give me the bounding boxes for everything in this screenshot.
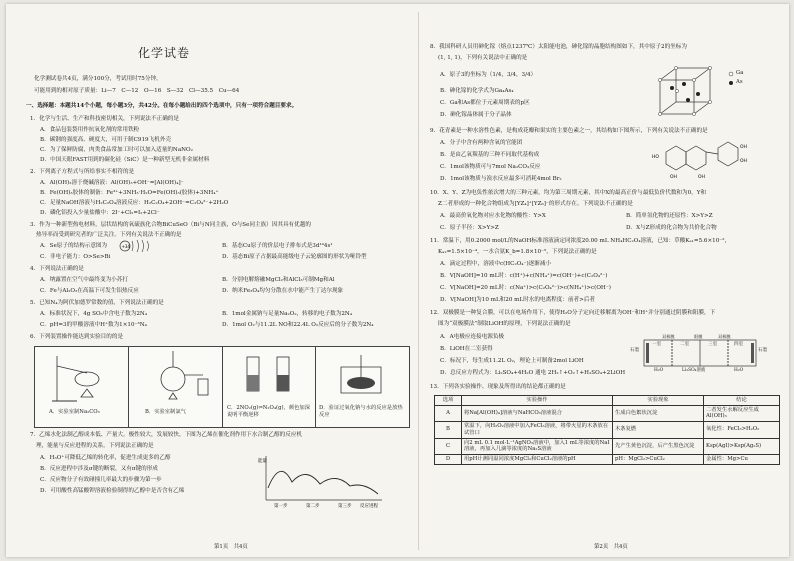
q13-header-row	[435, 396, 780, 406]
q13-cell: C	[435, 438, 462, 454]
q13-cell: 生成白色絮状沉淀	[613, 405, 704, 421]
svg-text:OH: OH	[670, 175, 677, 180]
q13-cell: 金属性：Mg>Cu	[704, 454, 780, 464]
flask-apparatus-icon	[143, 349, 213, 405]
q7-option-c: C．反应物分子有效碰撞几率最大的步骤为第一步	[40, 477, 162, 483]
q11-stem-2: Kₐ₂=1.5×10⁻⁴，一水合氨K_b=1.8×10⁻⁵，下列说法正确的是	[438, 249, 597, 255]
q7-option-d: D．可用酸性高锰酸钾溶液检验制得的乙醇中是否含有乙烯	[40, 488, 185, 494]
table-row	[435, 405, 780, 421]
intro-line-2: 可能用到的相对原子质量：Li—7 C—12 O—16 S—32 Cl—35.5 Cu—64	[34, 88, 240, 94]
svg-text:OH: OH	[740, 145, 747, 150]
q10-stem-2: Z二者形成的一种化合物组成为[YZ₄]⁺[YZ₆]⁻的形式存在。下列说法不正确的是	[438, 201, 633, 207]
q7-option-b: B．反应进程中涉及σ键的断裂，又有π键的形成	[40, 466, 158, 472]
q13-table	[434, 395, 780, 465]
q1-option-c: C．为了保鲜防腐，肉类食品常加工时可以加入适量的NaNO₂	[40, 147, 193, 153]
q10-option-d: D．X与Z形成的化合物为共价化合物	[626, 225, 717, 231]
q6-option-d: D．验证过氧化钠与水的反应是放热反应	[319, 405, 403, 418]
q3-stem-1: 3．作为一种新型热电材料，层状结构的氧硫族化合物BiCuSeO（Bi与N同主族，O与Se同主族）因其具有优越的	[30, 222, 311, 228]
svg-text:HO: HO	[652, 155, 659, 160]
q2-option-d: D．磷化铝投入少量盐酸中：2I⁻+Cl₂=I₂+2Cl⁻	[40, 210, 160, 216]
legend-ga-label: Ga	[736, 70, 744, 76]
q11-option-a: A．滴定过程中，溶液中c(HC₂O₄⁻)逐渐减小	[440, 261, 552, 267]
q13-cell: B	[435, 422, 462, 438]
q13-cell: 氧化性：FeCl₃>H₂O₂	[704, 422, 780, 438]
q12-option-c: C．标况下，每生成11.2L O₂，理论上可制备2mol LiOH	[440, 358, 584, 364]
q12-room-1: 一室	[652, 342, 662, 347]
q6-apparatus-panel	[34, 346, 410, 428]
q4-option-a: A．纳露置在空气中最终变为小苏打	[40, 277, 128, 283]
q9-option-a: A．分子中含有两种含氧的官能团	[440, 140, 523, 146]
q12-bottom-3: H₂O	[734, 368, 744, 373]
intro-line-1: 化学测试卷共4页，满分100分，考试用时75分钟。	[34, 76, 162, 82]
q13-header-phenomenon: 实验现象	[613, 396, 704, 406]
q13-header-option: 选项	[435, 396, 462, 406]
q13-cell: 将Na[Al(OH)₄]溶液与NaHCO₃溶液混合	[462, 405, 613, 421]
q1-option-a: A．食品包装袋用作抗氧化剂的常用铁粉	[40, 127, 140, 133]
q2-option-a: A．Al(OH)₃溶于烧碱溶液：Al(OH)₃+OH⁻=[Al(OH)₄]⁻	[40, 180, 184, 186]
exam-sheet	[6, 4, 789, 557]
q11-option-c: C．V[NaOH]=20 mL时：c(Na⁺)>c(C₂O₄²⁻)>c(NH₄⁺)>c(OH⁻)	[440, 285, 611, 291]
tube-apparatus-icon	[235, 351, 305, 397]
beaker-apparatus-icon	[331, 353, 401, 399]
crystal-legend-icon	[728, 70, 736, 90]
q9-stem-1: 9．花青素是一种水溶性色素，是构成花瓣和果实的主要色素之一，其结构如下图所示，下列有关说法不正确的是	[430, 128, 708, 134]
heating-apparatus-icon	[47, 351, 117, 405]
q12-room-3: 三室	[708, 342, 718, 347]
q12-film-2: 阳膜	[694, 334, 703, 339]
q1-stem: 1．化学与生活、生产和科技密切相关，下列说法不正确的是	[30, 116, 179, 122]
anthocyanin-structure-icon	[648, 138, 758, 182]
q1-option-d: D．中国天眼FAST用到的碳化硅（SiC）是一种新型无机非金属材料	[40, 157, 210, 163]
q10-option-b: B．简单氢化物的还原性：X>Y>Z	[626, 213, 713, 219]
q13-header-conclusion: 结论	[704, 396, 780, 406]
q12-film-3: 双极膜	[718, 334, 731, 339]
q13-cell: D	[435, 454, 462, 464]
q10-stem-1: 10．X、Y、Z为电负性依次增大的三种元素，均为第三周期元素，其中X的最高正价与最低负价代数和为0，Y和	[430, 190, 707, 196]
q5-option-a: A．标准状况下，4g SO₃中含电子数为2N₄	[40, 311, 148, 317]
q11-option-d: D．V[NaOH]为10 mL和20 mL时水的电离程度：前者>后者	[440, 297, 596, 303]
q6-stem: 6．下列装置操作能达到实验目的的是	[30, 334, 124, 340]
q13-cell: 用pH计测同温同浓度MgCl₂和CuCl₂溶液的pH	[462, 454, 613, 464]
q4-option-d: D．纳米Fe₃O₄均匀分散在水中能产生丁达尔现象	[222, 288, 344, 294]
q12-right-electrode-label: 石墨	[758, 348, 768, 353]
q13-stem: 13．下列各实验操作、现象及所得出的结论都正确的是	[430, 384, 566, 390]
q9-option-b: B．是由乙氧羰基的三种不同取代基构成	[440, 152, 540, 158]
q13-cell: 二者发生水解反应生成Al(OH)₃	[704, 405, 780, 421]
footer-page-2: 第2页 共4页	[594, 543, 628, 550]
q13-cell: pH：MgCl₂>CuCl₂	[613, 454, 704, 464]
q7-chart-step-2: 第二步	[306, 504, 320, 509]
footer-page-1: 第1页 共4页	[214, 543, 248, 550]
svg-text:OH: OH	[740, 159, 747, 164]
q7-chart-step-3: 第三步	[338, 504, 352, 509]
q5-option-c: C．pH=3的甲酸溶液中H⁺数为1×10⁻³N₄	[40, 322, 147, 328]
q7-stem-2: 理，能量与反应进程的关系。下列说法正确的是	[36, 443, 154, 449]
q12-bottom-1: H₂O	[654, 368, 664, 373]
section-heading: 一、选择题：本题共14个小题，每小题3分，共42分。在每小题给出的四个选项中，只有一项符合题目要求。	[26, 103, 298, 109]
table-row	[435, 454, 780, 464]
q6-option-a: A．实验室制Na₂CO₃	[49, 409, 100, 415]
q12-stem-1: 12．双极膜是一种复合膜，可以在电场作用下，使得H₂O分子定向迁移解离为OH⁻和H⁺并分别通过阴膜和阳膜，下	[430, 310, 716, 316]
q8-stem-2: (1, 1, 1)，下列有关说法中正确的是	[438, 55, 528, 61]
q9-option-c: C．1mol该物质可与7mol Na₂CO₃反应	[440, 164, 541, 170]
q10-option-c: C．原子半径：X>Y>Z	[440, 225, 499, 231]
svg-text:OH: OH	[698, 175, 705, 180]
q4-option-b: B．分别电解熔融MgCl₂和AlCl₃可制Mg和Al	[222, 277, 335, 283]
q7-option-a: A．H₃O⁺可降低乙烯的转化率，促进生成更多的乙醇	[40, 455, 171, 461]
q13-cell: 常温下，向H₂O₂溶液中加入FeCl₃溶液，将带火星的木条放在试管口	[462, 422, 613, 438]
q12-room-2: 二室	[680, 342, 690, 347]
q8-option-d: D．砷化镓晶体属于分子晶体	[440, 112, 512, 118]
q6-option-b: B．实验室制氯气	[145, 409, 186, 415]
q1-option-b: B．碳钢的强度高、硬度大，可用于制C919飞机外壳	[40, 137, 171, 143]
q8-option-c: C．Ga和As都位于元素周期表的p区	[440, 100, 530, 106]
q2-option-b: B．Fe(OH)₃胶体的制备：Fe³⁺+3NH₃·H₂O=Fe(OH)₃(胶体)+3NH₄⁺	[40, 190, 219, 196]
q7-chart-step-1: 第一步	[274, 504, 288, 509]
q13-cell: 先产生黄色沉淀，后产生黑色沉淀	[613, 438, 704, 454]
page-title: 化学试卷	[138, 46, 191, 60]
column-divider	[418, 12, 419, 550]
q3-option-a: A．Se原子的结构示意图为	[40, 243, 108, 249]
table-row	[435, 438, 780, 454]
q12-room-4: 四室	[734, 342, 744, 347]
q8-option-b: B．砷化镓的化学式为Ga₄As₄	[440, 88, 514, 94]
q12-stem-2: 图为“双极膜法”制取LiOH的原理，下列说法正确的是	[438, 321, 571, 327]
legend-as-label: As	[736, 79, 743, 85]
q5-stem: 5．已知N₄为阿伏加德罗常数的值，下列说法正确的是	[30, 300, 164, 306]
q4-option-c: C．Fe与Al₂O₃在高温下可发生铝热反应	[40, 288, 139, 294]
q12-option-a: A．A电极应连接电源负极	[440, 334, 505, 340]
q8-option-a: A．原子3的坐标为（1/4，3/4，3/4）	[440, 72, 537, 78]
q7-energy-profile	[256, 452, 386, 510]
page-2	[430, 4, 784, 557]
q8-stem-1: 8．我国科研人员用砷化镓（熔点1237℃）太阳能电池，砷化镓的晶胞结构图如下，其中原子2的坐标为	[430, 44, 687, 50]
q9-option-d: D．1mol该物质与溴水反应最多可消耗4mol Br₂	[440, 176, 562, 182]
crystal-cell-icon	[654, 64, 724, 120]
q4-stem: 4．下列说法正确的是	[30, 266, 84, 272]
q7-stem-1: 7．乙烯水化法制乙醇成本低、产量大。极性较大，发展较快，下图为乙烯在催化剂作用下水合制乙醇的反应机	[30, 432, 303, 438]
q2-stem: 2．下列离子方程式与所给事实不相符的是	[30, 169, 135, 175]
q12-film-1: 双极膜	[662, 334, 675, 339]
q13-cell: Ksp(AgI)>Ksp(Ag₂S)	[704, 438, 780, 454]
table-row	[435, 422, 780, 438]
q7-chart-ylabel: 能量	[258, 459, 267, 464]
q13-cell: 木条复燃	[613, 422, 704, 438]
q13-header-operation: 实验操作	[462, 396, 613, 406]
q3-stem-2: 热导率而受到研究者的广泛关注。下列有关说法不正确的是	[36, 232, 182, 238]
q5-option-b: B．1mol金属钠与足量Na₂O₂，转移的电子数为2N₄	[222, 311, 353, 317]
q3-option-c: C．非电子能力：O>Se>Bi	[40, 254, 111, 260]
q13-cell: A	[435, 405, 462, 421]
q12-bottom-2: Li₂SO₄溶液	[682, 368, 706, 373]
q12-option-b: B．LiOH在二室获得	[440, 346, 493, 352]
q6-option-c: C．2NO₂(g)⇌N₂O₄(g)，颜色加深说明平衡逆移	[227, 405, 311, 418]
q12-left-electrode-label: 石墨	[630, 348, 640, 353]
q2-option-c: C．足量NaOH溶液与H₂C₂O₄溶液反应：H₂C₂O₄+2OH⁻=C₂O₄²⁻+2H₂O	[40, 200, 229, 206]
se-atom-structure-icon	[118, 239, 152, 253]
q5-option-d: D．1mol O₂与11.2L NO和22.4L O₂反应后的分子数为2N₄	[222, 322, 374, 328]
page-1	[26, 4, 411, 557]
q3-option-d: D．基态Bi原子占据最高能级电子云轮廓图的形状为哑铃型	[222, 254, 367, 260]
q3-option-b: B．基态Cu原子的价层电子排布式是3d¹⁰4s¹	[222, 243, 333, 249]
svg-text:+34: +34	[121, 244, 130, 249]
q11-option-b: B．V[NaOH]=10 mL时：c(H⁺)+c(NH₄⁺)=c(OH⁻)+c(C₂O₄²⁻)	[440, 273, 608, 279]
q7-chart-xlabel: 反应进程	[360, 504, 378, 509]
q12-electrolysis-diagram	[630, 334, 770, 378]
q10-option-a: A．最高价氧化物对应水化物的酸性：Y>X	[440, 213, 546, 219]
q12-option-d: D．总反应方程式为：Li₂SO₄+4H₂O 通电 2H₂↑+O₂↑+H₂SO₄+2LiOH	[440, 370, 626, 376]
q13-cell: 向2 mL 0.1 mol·L⁻¹AgNO₃溶液中，加入1 mL等浓度的NaI溶液，再加入几滴等浓度的Na₂S溶液	[462, 438, 613, 454]
q11-stem-1: 11．常温下，用0.2000 mol/L的NaOH标准溶液滴定同浓度20.00 mL NH₄HC₂O₄溶液，已知：草酸Kₐ₁=5.6×10⁻²，	[430, 238, 731, 244]
